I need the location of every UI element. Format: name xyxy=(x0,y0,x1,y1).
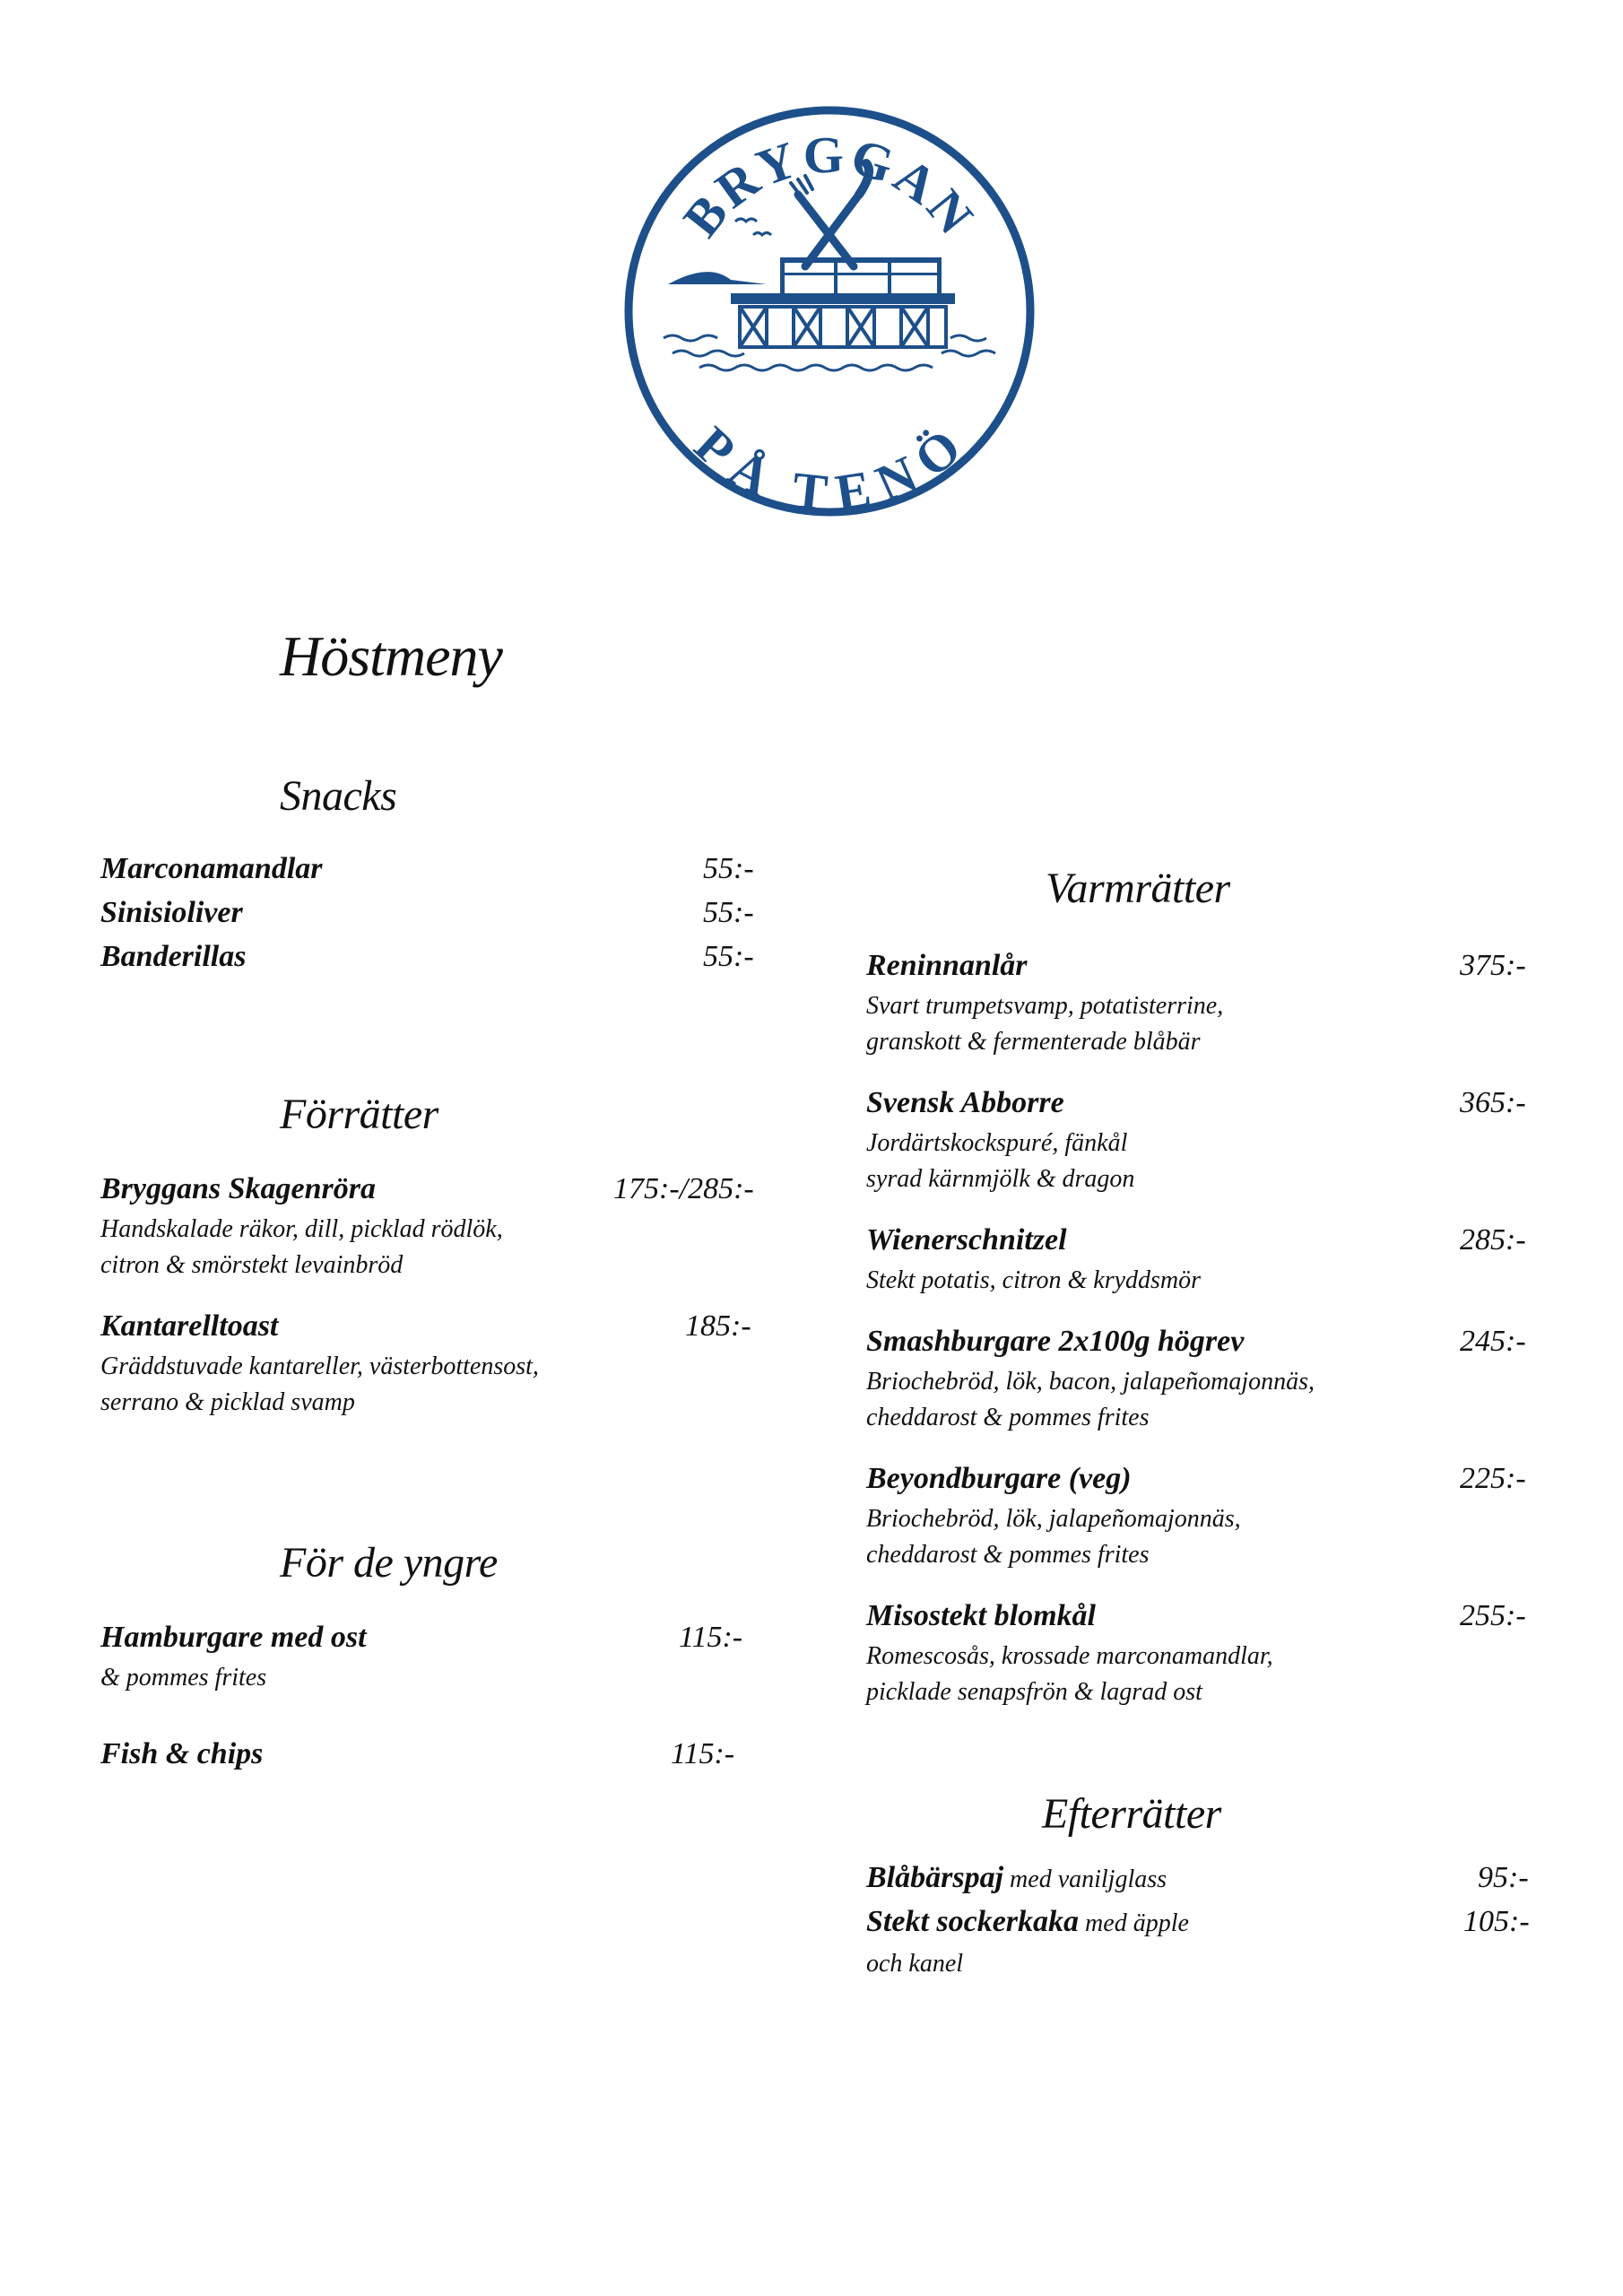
item-name: Stekt sockerkaka med äpple xyxy=(866,1905,1189,1938)
section-title-snacks: Snacks xyxy=(280,772,397,820)
item-price: 255:- xyxy=(1460,1599,1526,1632)
item-name: Wienerschnitzel xyxy=(866,1223,1067,1257)
item-price: 375:- xyxy=(1460,949,1526,982)
item-description: Svart trumpetsvamp, potatisterrine, granskott & fermenterade blåbär xyxy=(866,992,1224,1056)
menu-title: Höstmeny xyxy=(280,624,502,688)
item-price: 55:- xyxy=(703,896,754,929)
menu-item xyxy=(866,1219,1584,1299)
item-name: Hamburgare med ost xyxy=(100,1621,367,1654)
menu-item xyxy=(866,1900,1584,1982)
item-price: 185:- xyxy=(685,1309,751,1343)
logo-bottom-text: PÅ TENÖ xyxy=(683,414,975,522)
item-name: Reninnanlår xyxy=(866,949,1028,982)
item-inline-description: med vaniljglass xyxy=(1003,1866,1167,1893)
item-price: 95:- xyxy=(1478,1861,1529,1894)
item-description: Handskalade räkor, dill, picklad rödlök, citron & smörstekt levainbröd xyxy=(100,1215,503,1279)
item-name: Marconamandlar xyxy=(100,852,323,885)
item-name: Beyondburgare (veg) xyxy=(866,1462,1132,1495)
item-price: 115:- xyxy=(671,1737,735,1770)
menu-item xyxy=(866,1457,1584,1573)
item-description: Gräddstuvade kantareller, västerbottensost, serrano & picklad svamp xyxy=(100,1352,539,1416)
item-description: & pommes frites xyxy=(100,1664,267,1692)
item-price: 225:- xyxy=(1460,1462,1526,1495)
item-description: Jordärtskockspuré, fänkål syrad kärnmjölk & dragon xyxy=(866,1129,1135,1193)
menu-item xyxy=(100,1616,818,1696)
item-price: 55:- xyxy=(703,940,754,973)
item-name: Banderillas xyxy=(100,940,247,973)
item-price: 285:- xyxy=(1460,1223,1526,1257)
menu-item xyxy=(866,944,1584,1060)
item-name: Smashburgare 2x100g högrev xyxy=(866,1325,1245,1358)
menu-item xyxy=(866,1320,1584,1436)
menu-item xyxy=(100,848,818,891)
menu-item xyxy=(100,1168,818,1283)
item-price: 245:- xyxy=(1460,1325,1526,1358)
section-title-varmratter: Varmrätter xyxy=(1046,865,1230,912)
item-price: 175:-/285:- xyxy=(613,1172,754,1205)
section-title-efterratter: Efterrätter xyxy=(1042,1790,1221,1838)
item-price: 105:- xyxy=(1463,1905,1530,1938)
menu-item xyxy=(866,1595,1584,1710)
item-inline-description: med äpple xyxy=(1079,1909,1189,1937)
menu-item xyxy=(100,891,818,935)
item-name: Kantarelltoast xyxy=(100,1309,279,1343)
section-title-yngre: För de yngre xyxy=(280,1539,498,1587)
logo-top-text: BRYGGAN xyxy=(672,125,987,248)
menu-item xyxy=(100,935,818,978)
item-name: Sinisioliver xyxy=(100,896,243,929)
item-description: Stekt potatis, citron & kryddsmör xyxy=(866,1266,1202,1294)
item-name: Fish & chips xyxy=(100,1737,264,1770)
item-description: Briochebröd, lök, jalapeñomajonnäs, cheddarost & pommes frites xyxy=(866,1505,1241,1569)
menu-item xyxy=(100,1305,818,1421)
menu-item xyxy=(100,1733,818,1776)
item-name: Svensk Abborre xyxy=(866,1086,1064,1119)
item-price: 115:- xyxy=(679,1621,743,1654)
section-title-forratter: Förrätter xyxy=(280,1091,438,1138)
item-price: 365:- xyxy=(1460,1086,1526,1119)
item-description: Briochebröd, lök, bacon, jalapeñomajonnäs, cheddarost & pommes frites xyxy=(866,1368,1315,1431)
menu-item xyxy=(866,1082,1584,1197)
bryggan-logo xyxy=(619,100,1040,522)
item-price: 55:- xyxy=(703,852,754,885)
item-description: och kanel xyxy=(866,1950,964,1978)
item-name: Blåbärspaj med vaniljglass xyxy=(866,1861,1167,1894)
item-description: Romescosås, krossade marconamandlar, picklade senapsfrön & lagrad ost xyxy=(866,1642,1273,1706)
menu-item xyxy=(866,1857,1584,1901)
item-name: Misostekt blomkål xyxy=(866,1599,1096,1632)
item-name: Bryggans Skagenröra xyxy=(100,1172,377,1205)
